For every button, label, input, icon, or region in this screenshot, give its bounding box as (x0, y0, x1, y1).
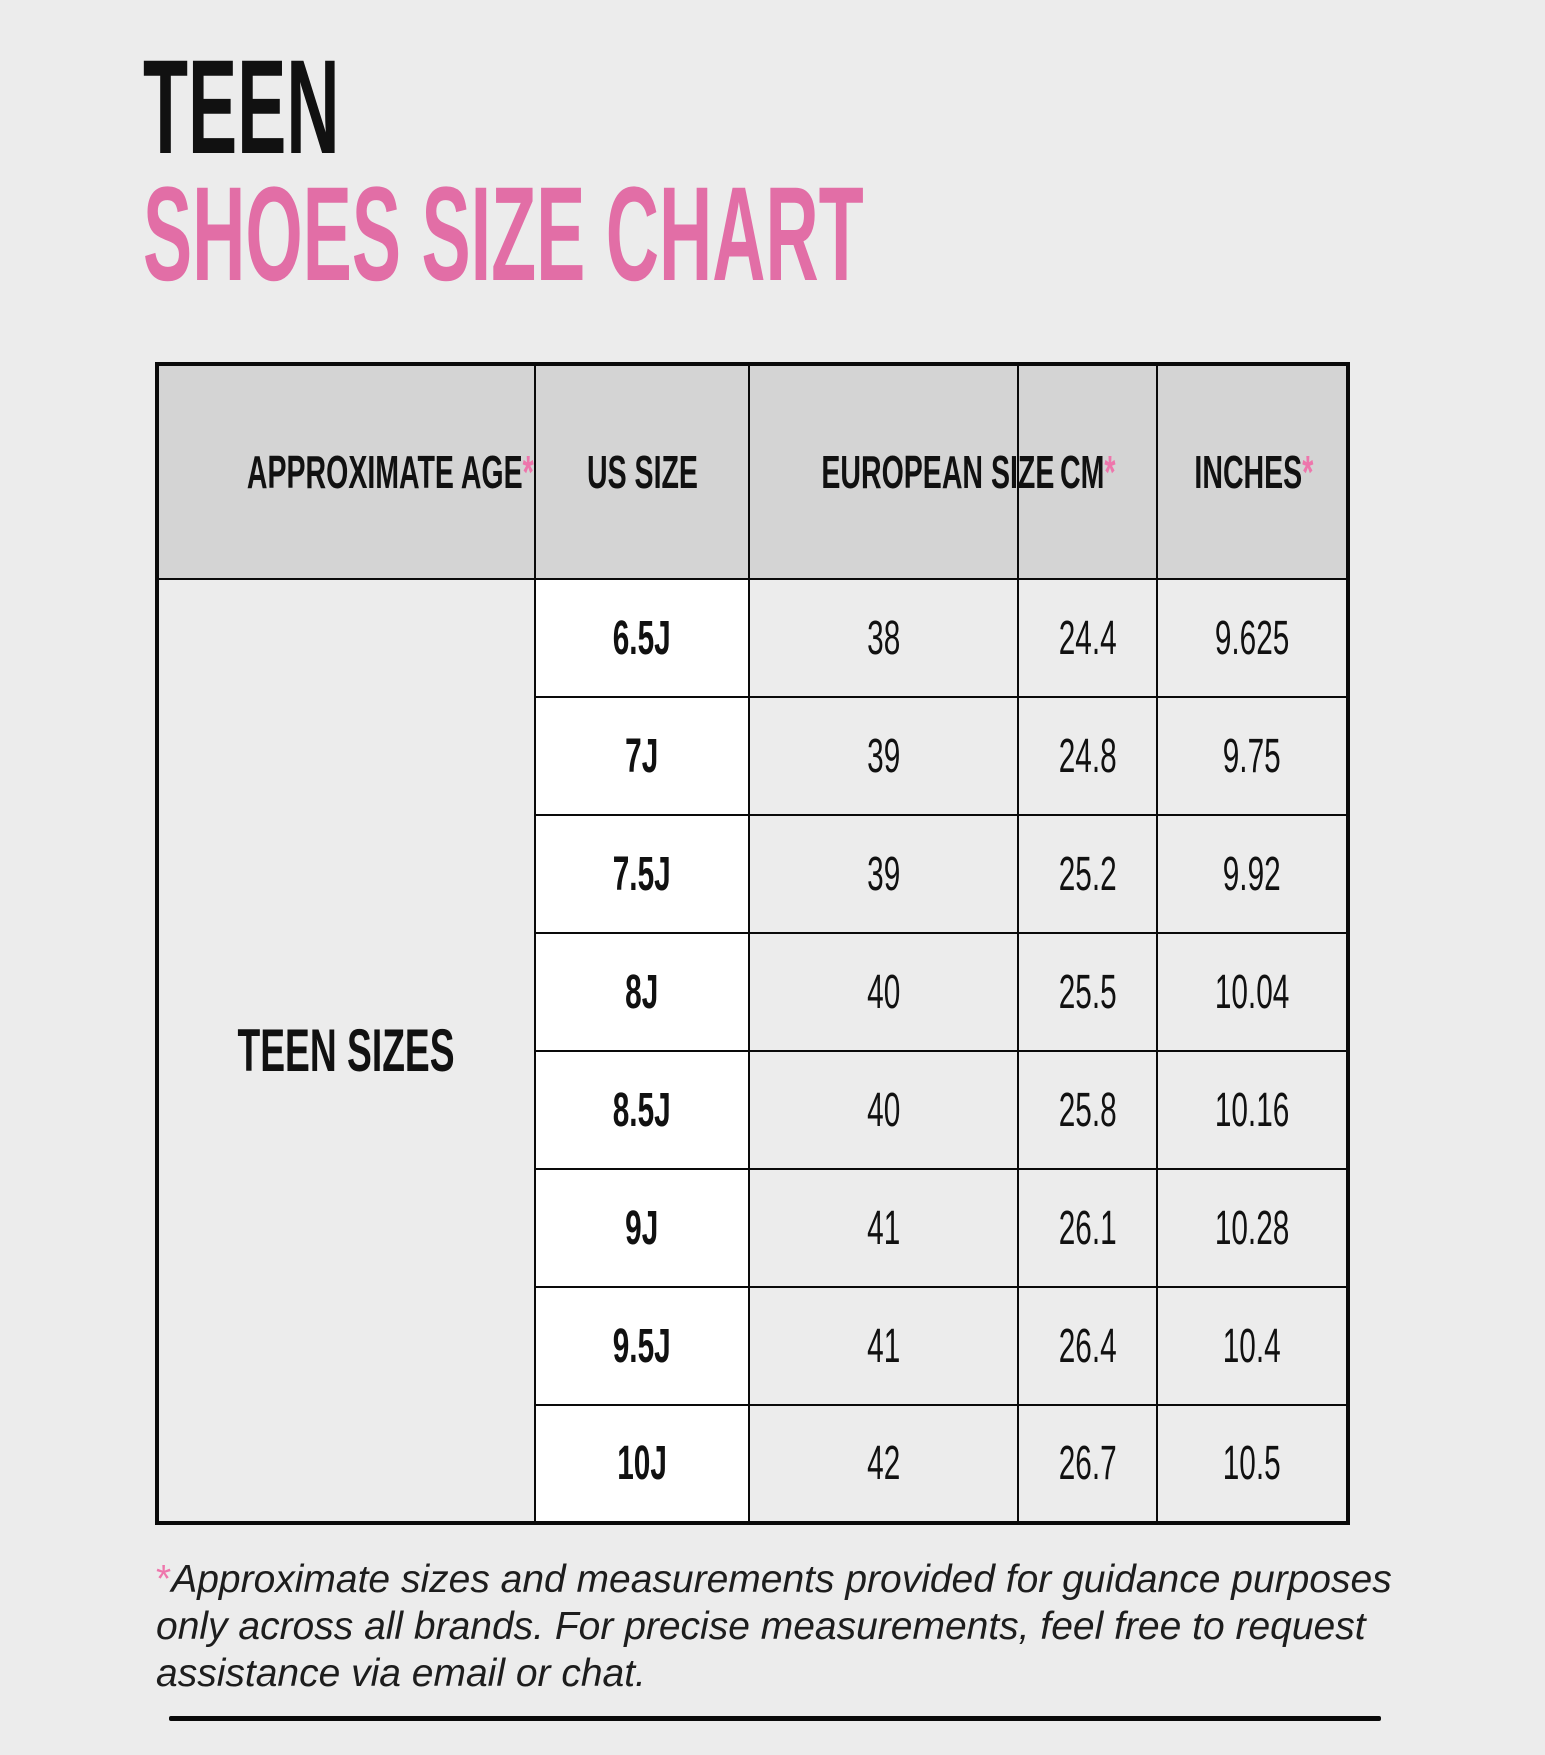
page-subtitle (143, 160, 1453, 309)
inches-cell-value: 9.75 (1223, 729, 1281, 783)
pink-asterisk: * (1104, 446, 1116, 498)
table-header-row (157, 364, 1348, 579)
cm-cell-value: 26.7 (1058, 1437, 1117, 1490)
european-size-cell-value: 38 (866, 611, 901, 665)
footnote-line: only across all brands. For precise measurements, feel free to request (156, 1605, 1366, 1648)
us-size-cell-value: 8J (625, 965, 659, 1019)
european-size-cell (749, 1405, 1018, 1523)
us-size-cell-value: 7J (625, 729, 659, 783)
cm-cell (1018, 1051, 1157, 1169)
inches-cell (1157, 697, 1348, 815)
shoe-size-table (155, 362, 1350, 1525)
col-header-us-size (535, 364, 749, 579)
inches-cell-value: 9.92 (1223, 847, 1281, 901)
col-header-label: CM (1059, 446, 1105, 498)
european-size-cell-value: 40 (866, 1083, 901, 1137)
pink-asterisk: * (522, 446, 534, 498)
cm-cell (1018, 1405, 1157, 1523)
col-header-european-size (749, 364, 1055, 579)
inches-cell (1157, 579, 1348, 697)
inches-cell-value: 10.28 (1214, 1201, 1290, 1255)
us-size-cell-value: 9.5J (613, 1319, 671, 1373)
cm-cell-value: 24.4 (1058, 611, 1117, 665)
pink-asterisk: * (1302, 446, 1314, 498)
cm-cell (1018, 815, 1157, 933)
us-size-cell (535, 1051, 749, 1169)
inches-cell (1157, 815, 1348, 933)
col-header-inches (1157, 364, 1348, 579)
cm-cell-value: 26.1 (1058, 1201, 1117, 1255)
us-size-cell (535, 815, 749, 933)
european-size-cell (749, 579, 1018, 697)
us-size-cell (535, 697, 749, 815)
us-size-cell (535, 1169, 749, 1287)
european-size-cell (749, 1169, 1018, 1287)
european-size-cell-value: 42 (866, 1437, 901, 1490)
col-header-label: APPROXIMATE AGE (246, 446, 523, 498)
us-size-cell-value: 10J (617, 1437, 667, 1490)
us-size-cell (535, 1405, 749, 1523)
cm-cell (1018, 933, 1157, 1051)
european-size-cell (749, 1287, 1018, 1405)
inches-cell-value: 9.625 (1214, 611, 1290, 665)
us-size-cell (535, 579, 749, 697)
bottom-divider-rule (169, 1716, 1381, 1721)
page-subtitle-text: SHOES SIZE CHART (143, 160, 864, 309)
inches-cell-value: 10.4 (1223, 1319, 1281, 1373)
inches-cell (1157, 933, 1348, 1051)
footnote-text: Approximate sizes and measurements provided for guidance purposes (171, 1558, 1392, 1601)
age-group-label: TEEN SIZES (237, 1017, 456, 1084)
inches-cell-value: 10.5 (1223, 1437, 1281, 1490)
cm-cell-value: 26.4 (1058, 1319, 1117, 1373)
col-header-approximate-age (157, 364, 535, 579)
european-size-cell-value: 39 (866, 847, 901, 901)
page-title (143, 33, 500, 182)
pink-asterisk: * (156, 1558, 172, 1601)
cm-cell-value: 25.5 (1058, 965, 1117, 1019)
european-size-cell-value: 40 (866, 965, 901, 1019)
european-size-cell-value: 41 (866, 1201, 901, 1255)
col-header-label: US SIZE (586, 446, 698, 498)
table-row (157, 579, 1348, 697)
col-header-label: EUROPEAN SIZE (821, 446, 1055, 498)
us-size-cell-value: 9J (625, 1201, 659, 1255)
inches-cell (1157, 1405, 1348, 1523)
cm-cell-value: 25.2 (1058, 847, 1117, 901)
inches-cell-value: 10.04 (1214, 965, 1290, 1019)
european-size-cell (749, 1051, 1018, 1169)
age-group-cell (157, 579, 535, 1523)
footnote-line (156, 1556, 1392, 1603)
us-size-cell-value: 7.5J (613, 847, 671, 901)
us-size-cell (535, 1287, 749, 1405)
us-size-cell-value: 6.5J (613, 611, 671, 665)
footnote-line: assistance via email or chat. (156, 1652, 646, 1695)
col-header-label: INCHES (1194, 446, 1303, 498)
inches-cell (1157, 1287, 1348, 1405)
cm-cell (1018, 1169, 1157, 1287)
inches-cell-value: 10.16 (1214, 1083, 1290, 1137)
european-size-cell (749, 697, 1018, 815)
european-size-cell-value: 41 (866, 1319, 901, 1373)
size-table-body (157, 579, 1348, 1523)
page-title-text: TEEN (143, 33, 340, 182)
cm-cell (1018, 697, 1157, 815)
inches-cell (1157, 1169, 1348, 1287)
us-size-cell (535, 933, 749, 1051)
european-size-cell (749, 933, 1018, 1051)
european-size-cell-value: 39 (866, 729, 901, 783)
us-size-cell-value: 8.5J (613, 1083, 671, 1137)
footnote (156, 1556, 1392, 1697)
inches-cell (1157, 1051, 1348, 1169)
european-size-cell (749, 815, 1018, 933)
cm-cell (1018, 579, 1157, 697)
cm-cell-value: 24.8 (1058, 729, 1117, 783)
cm-cell (1018, 1287, 1157, 1405)
cm-cell-value: 25.8 (1058, 1083, 1117, 1137)
